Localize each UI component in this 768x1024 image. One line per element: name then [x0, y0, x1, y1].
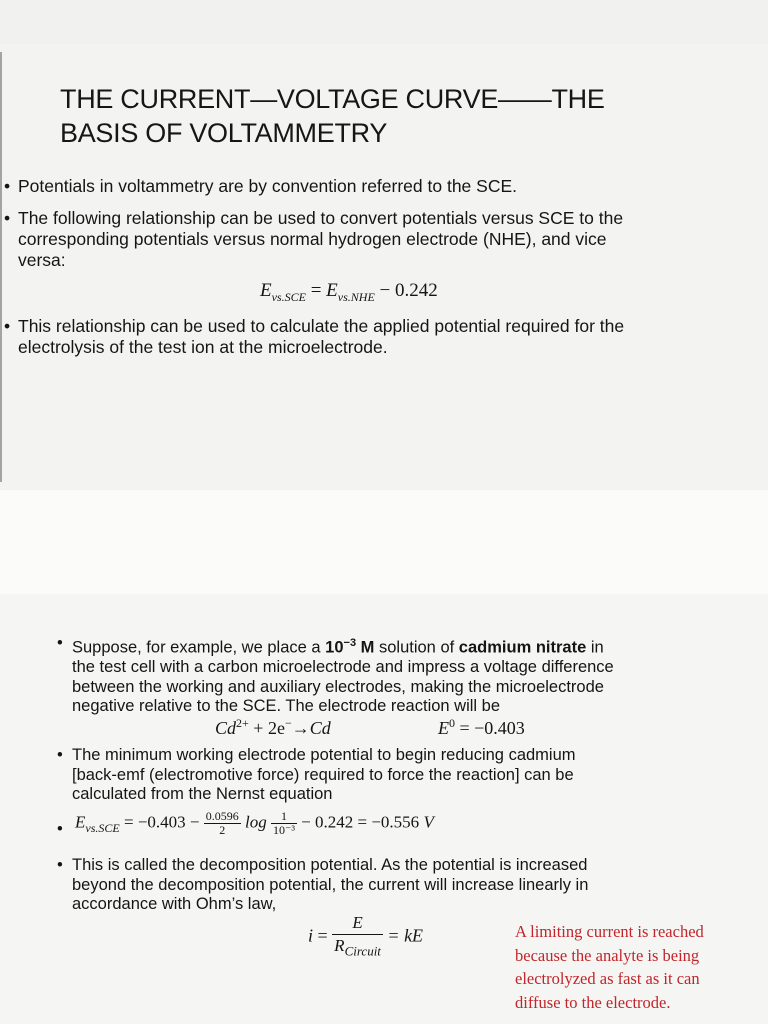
note-line-3: electrolyzed as fast as it can	[515, 969, 700, 988]
b1-bold: cadmium nitrate	[458, 638, 587, 657]
bullet-text-line-2: beyond the decomposition potential, the current will increase linearly in	[72, 875, 589, 894]
rx-product: Cd	[309, 718, 331, 738]
title-line-2: BASIS OF VOLTAMMETRY	[60, 118, 388, 148]
ohm-rhs: = kE	[387, 925, 424, 946]
bullet-cadmium-example: • Suppose, for example, we place a $10^{-3}$ M solution of cadmium nitrate in the test cell with a carbon microelectrode and impress a voltage difference between the working and auxiliary electrodes, making the microelectrode negative relative to the SCE. The electrode reaction will be	[72, 634, 752, 717]
bullet-text-line-3: accordance with Ohm’s law,	[72, 895, 277, 913]
eq-tail: − 0.242	[379, 280, 438, 301]
ohm-den	[332, 935, 383, 962]
reaction-equation	[215, 716, 331, 739]
b1-conc: 10	[325, 638, 344, 657]
bullet-text-line-2: [back-emf (electromotive force) required to force the reaction] can be	[72, 765, 574, 784]
slide-gap	[0, 490, 768, 594]
eq-rhs: E	[326, 280, 338, 301]
bullet-text-line-2: the test cell with a carbon microelectrode and impress a voltage difference	[72, 658, 614, 676]
bullet-minimum-potential: • The minimum working electrode potential to begin reducing cadmium [back-emf (electromotive force) required to force the reaction] can be calculated from the Nernst equation	[72, 746, 752, 805]
rx-e-charge: −	[284, 716, 292, 730]
nernst-unit: V	[423, 812, 434, 832]
bullet-text-line-1: This is called the decomposition potential. As the potential is increased	[72, 856, 588, 874]
bullet-applied-potential: • This relationship can be used to calculate the applied potential required for the electrolysis of the test ion at the microelectrode.	[18, 316, 758, 358]
bullet-conversion: • The following relationship can be used to convert potentials versus SCE to the corresponding potentials versus normal hydrogen electrode (NHE), and vice versa:	[18, 208, 758, 271]
nernst-log-fraction	[271, 810, 297, 837]
nernst-part-2: − 0.242 = −0.556	[301, 812, 424, 832]
bullet-text-line-3: calculated from the Nernst equation	[72, 785, 333, 803]
bullet-text: Potentials in voltammetry are by convention referred to the SCE.	[18, 176, 517, 196]
note-line-4: diffuse to the electrode.	[515, 992, 671, 1012]
ohm-den-sub: Circuit	[344, 943, 381, 959]
nernst-part-1: = −0.403 −	[119, 812, 204, 832]
nernst-lhs-sub: vs.SCE	[85, 820, 120, 835]
nernst-log: log	[245, 812, 267, 832]
rx-ion: Cd	[215, 718, 237, 738]
nernst-equation	[75, 810, 434, 837]
ohm-lhs: i	[308, 925, 314, 946]
nernst-log-den: 10⁻³	[272, 823, 295, 837]
rx-arrow: →	[291, 718, 310, 738]
slide-edge	[0, 52, 2, 482]
bullet-text-line-1: The minimum working electrode potential to begin reducing cadmium	[72, 746, 576, 764]
nernst-frac-num: 0.0596	[205, 809, 239, 823]
bullet-text-line-2: corresponding potentials versus normal hydrogen electrode (NHE), and vice	[18, 229, 607, 249]
bullet-text-line-4: negative relative to the SCE. The electrode reaction will be	[72, 697, 501, 715]
nernst-fraction	[204, 810, 241, 837]
b1-conc-exp: −3	[343, 637, 357, 649]
b1-post: in	[586, 638, 604, 657]
rx-plus: + 2e	[248, 718, 285, 738]
bullet-text-line-1: The following relationship can be used to convert potentials versus SCE to the	[18, 208, 624, 228]
ohm-eq: =	[313, 925, 333, 946]
e0-value: = −0.403	[455, 718, 525, 738]
ohm-num: E	[332, 912, 383, 935]
eq-equals: =	[310, 280, 322, 301]
rx-ion-charge: 2+	[236, 716, 249, 730]
ohm-den-r: R	[334, 936, 345, 955]
bullet-text-line-2: electrolysis of the test ion at the microelectrode.	[18, 337, 388, 357]
nernst-log-num: 1	[271, 810, 297, 824]
bullet-sce-convention: • Potentials in voltammetry are by convention referred to the SCE.	[4, 176, 517, 196]
slide-title	[60, 82, 700, 150]
bullet-text-line-1	[72, 634, 752, 658]
standard-potential	[438, 716, 525, 739]
title-line-1: THE CURRENT—VOLTAGE CURVE——THE	[60, 84, 605, 114]
note-line-2: because the analyte is being	[515, 945, 700, 965]
note-line-1: A limiting current is reached	[515, 922, 704, 941]
eq-lhs-sub: vs.SCE	[271, 289, 306, 304]
bullet-text-line-3: between the working and auxiliary electrodes, making the microelectrode	[72, 677, 604, 696]
e0-sup: 0	[449, 716, 455, 730]
bullet-text-line-1: This relationship can be used to calculate the applied potential required for the	[18, 316, 625, 336]
b1-mid: solution of	[374, 638, 459, 657]
ohms-law-equation	[308, 912, 423, 962]
limiting-current-note	[515, 920, 755, 1014]
eq-lhs: E	[260, 280, 272, 301]
b1-conc-unit: M	[356, 638, 375, 657]
e0: E	[438, 718, 449, 738]
equation-sce-nhe	[260, 280, 438, 305]
b1-pre: Suppose, for example, we place a	[72, 638, 326, 657]
bullet-decomposition: • This is called the decomposition potential. As the potential is increased beyond the decomposition potential, the current will increase linearly in accordance with Ohm’s law,	[72, 856, 752, 915]
bullet-text-line-3: versa:	[18, 250, 66, 270]
nernst-lhs: E	[75, 812, 86, 832]
eq-rhs-sub: vs.NHE	[337, 289, 375, 304]
ohm-fraction	[332, 912, 383, 962]
nernst-frac-den: 2	[219, 823, 226, 837]
